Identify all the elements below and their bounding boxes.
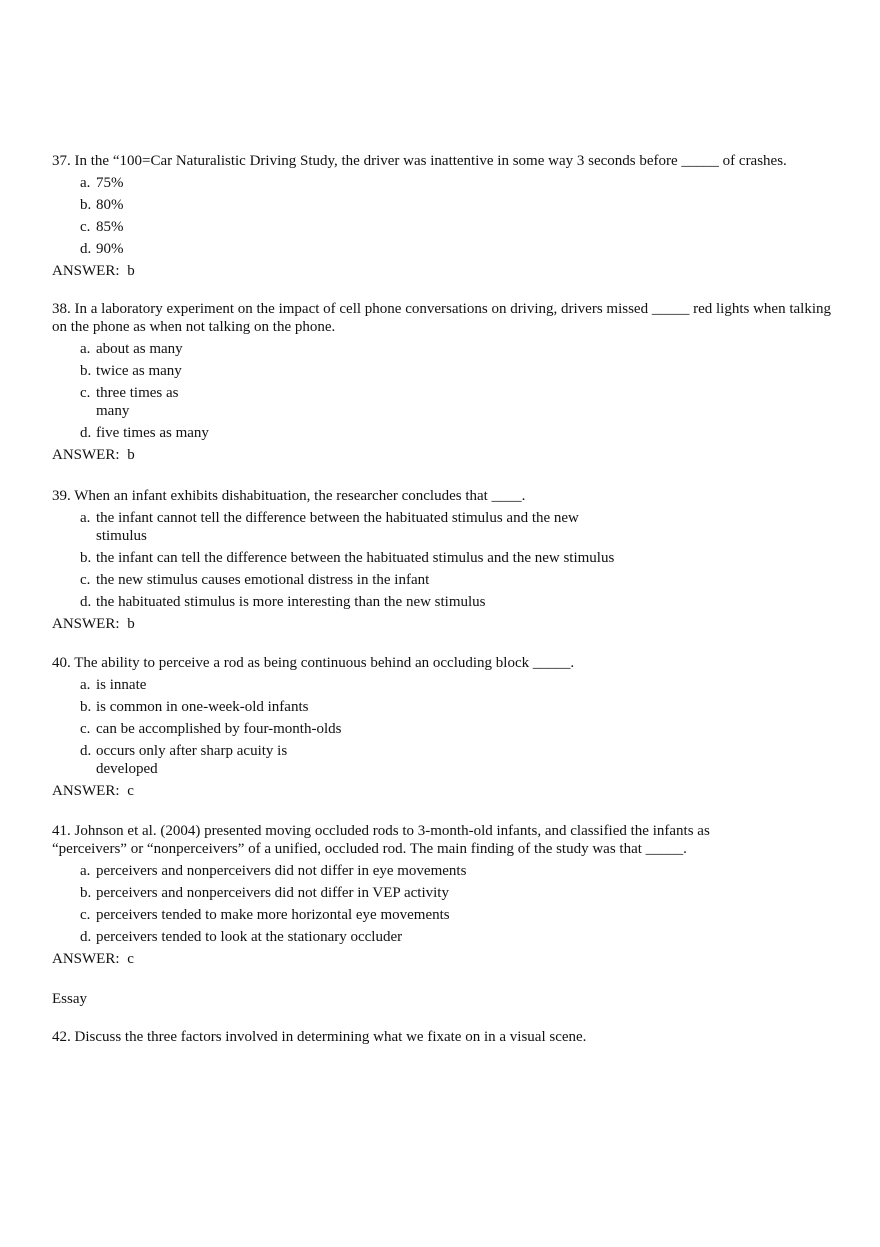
option-c: c. perceivers tended to make more horizontal eye movements [80,907,450,923]
answer-value: c [127,783,134,799]
option-c: c. can be accomplished by four-month-olds [80,721,342,737]
answer-value: c [127,951,134,967]
option-b: b. is common in one-week-old infants [80,699,309,715]
option-a: a. about as many [80,341,183,357]
question-stem: 40. The ability to perceive a rod as being continuous behind an occluding block _____. [52,655,575,671]
option-a: a. 75% [80,175,124,191]
option-list [52,862,832,946]
option-c: c. three times as many [80,385,179,419]
option-d: d. five times as many [80,425,209,441]
answer-value: b [127,263,135,279]
question-38 [52,300,832,464]
question-stem: 41. Johnson et al. (2004) presented moving occluded rods to 3-month-old infants, and classified the infants as “perceivers” or “nonperceivers” of a unified, occluded rod. The main finding of the study was that _____. [52,823,710,857]
question-37 [52,152,832,280]
question-stem: 39. When an infant exhibits dishabituation, the researcher concludes that ____. [52,488,526,504]
option-b: b. the infant can tell the difference between the habituated stimulus and the new stimulus [80,550,615,566]
answer-line: ANSWER: b [52,447,135,463]
option-c: c. 85% [80,219,124,235]
option-b: b. 80% [80,197,124,213]
option-list [52,340,832,442]
option-d: d. occurs only after sharp acuity is developed [80,743,288,777]
option-d: d. the habituated stimulus is more interesting than the new stimulus [80,594,486,610]
answer-line: ANSWER: c [52,783,134,799]
question-41 [52,822,832,968]
question-40 [52,654,832,800]
option-d: d. perceivers tended to look at the stationary occluder [80,929,403,945]
option-a: a. is innate [80,677,147,693]
essay-question-42: 42. Discuss the three factors involved in determining what we fixate on in a visual scene. [52,1029,587,1045]
essay-heading: Essay [52,991,87,1007]
answer-line: ANSWER: b [52,616,135,632]
question-stem: 37. In the “100=Car Naturalistic Driving Study, the driver was inattentive in some way 3 seconds before _____ of crashes. [52,153,787,169]
option-c: c. the new stimulus causes emotional distress in the infant [80,572,430,588]
option-list [52,676,832,778]
option-d: d. 90% [80,241,124,257]
option-list [52,509,832,611]
option-a: a. the infant cannot tell the difference between the habituated stimulus and the new stimulus [80,510,579,544]
answer-value: b [127,447,135,463]
answer-value: b [127,616,135,632]
option-list [52,174,832,258]
answer-line: ANSWER: b [52,263,135,279]
question-stem: 38. In a laboratory experiment on the impact of cell phone conversations on driving, drivers missed _____ red lights when talking on the phone as when not talking on the phone. [52,301,831,335]
question-39 [52,487,832,633]
option-a: a. perceivers and nonperceivers did not differ in eye movements [80,863,467,879]
option-b: b. twice as many [80,363,182,379]
answer-line: ANSWER: c [52,951,134,967]
option-b: b. perceivers and nonperceivers did not differ in VEP activity [80,885,449,901]
